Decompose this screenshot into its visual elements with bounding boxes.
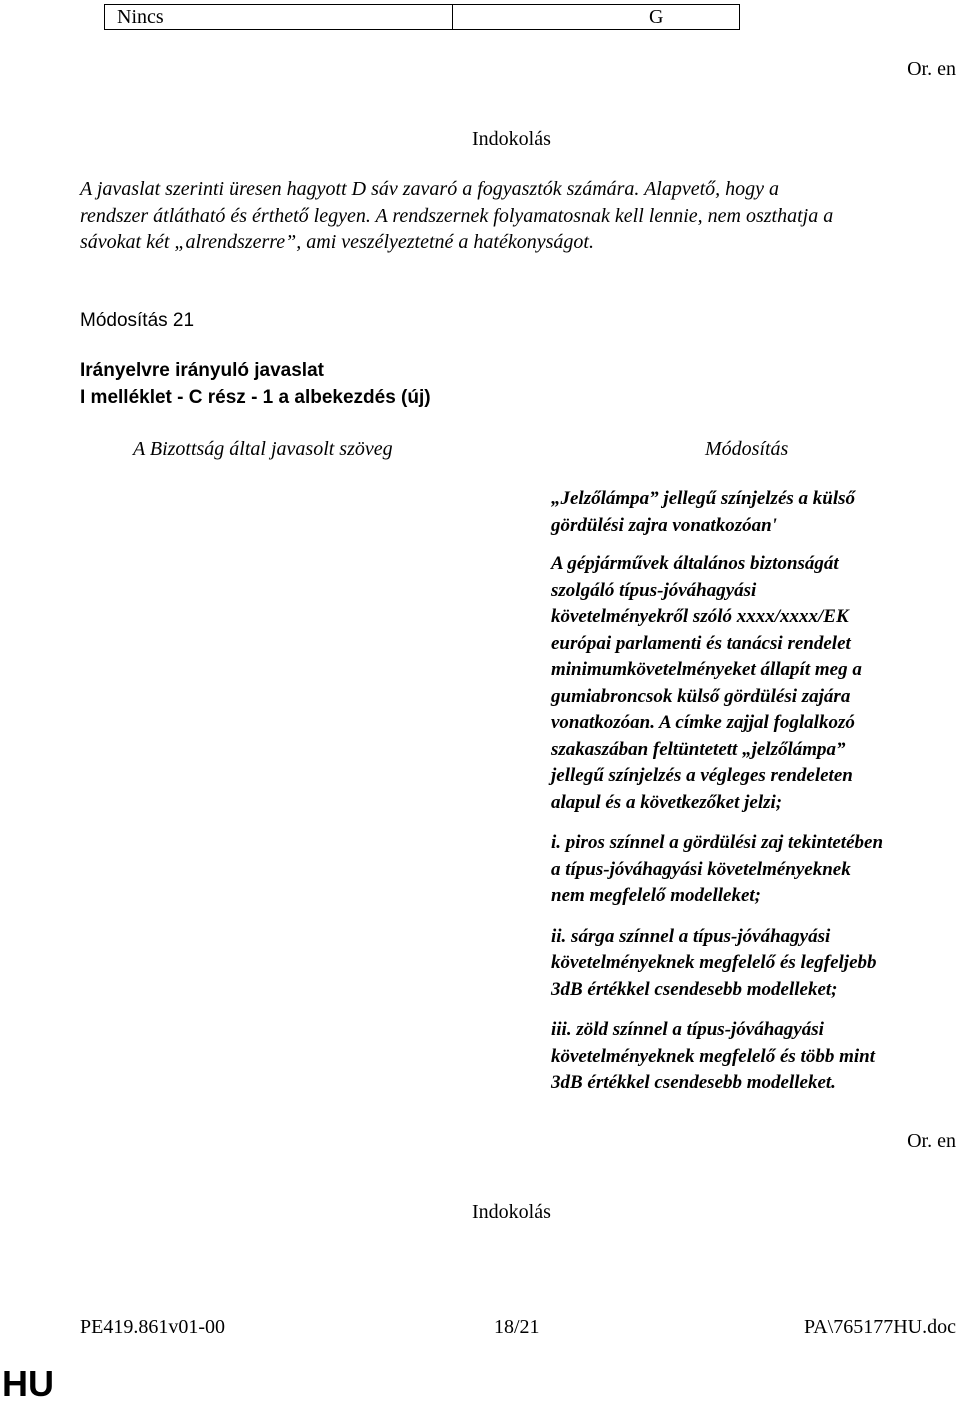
footer-reference: PE419.861v01-00 (80, 1316, 225, 1338)
proposal-title: Irányelvre irányuló javaslat (80, 360, 324, 381)
proposal-reference: I melléklet - C rész - 1 a albekezdés (új) (80, 387, 431, 408)
amendment-paragraph: ii. sárga színnel a típus-jóváhagyási követelményeknek megfelelő és legfeljebb 3dB értékkel csendesebb modelleket; (551, 925, 877, 1000)
justification-line: A javaslat szerinti üresen hagyott D sáv zavaró a fogyasztók számára. Alapvető, hogy a (80, 178, 780, 200)
footer-document-name: PA\765177HU.doc (803, 1316, 956, 1338)
amendment-paragraph: A gépjárművek általános biztonságát szolgáló típus-jóváhagyási követelményekről szóló xxxx/xxxx/EK európai parlamenti és tanácsi rendelet minimumkövetelményeket állapít meg a gumiabroncsok külső gördülési zajára vonatkozóan. A címke zajjal foglalkozó szakaszában feltüntetett „jelzőlámpa” jellegű színjelzés a végleges rendeleten alapul és a következőket jelzi; (551, 553, 862, 813)
amendment-number: Módosítás 21 (80, 310, 195, 331)
top-table (104, 4, 740, 30)
amendment-paragraph: i. piros színnel a gördülési zaj tekintetében a típus-jóváhagyási követelményeknek nem megfelelő modelleket; (551, 832, 884, 906)
amendment-paragraph: iii. zöld színnel a típus-jóváhagyási követelményeknek megfelelő és több mint 3dB értékkel csendesebb modelleket. (551, 1019, 875, 1093)
top-table-cell-2: G (649, 6, 664, 28)
language-code: HU (2, 1363, 54, 1404)
proposal-heading (80, 357, 431, 411)
justification-line: sávokat két „alrendszerre”, ami veszélyeztetné a hatékonyságot. (80, 231, 594, 253)
footer-page-number: 18/21 (494, 1316, 540, 1338)
original-language-label: Or. en (907, 58, 956, 80)
justification-text (80, 176, 960, 256)
amendment-paragraph: „Jelzőlámpa” jellegű színjelzés a külső gördülési zajra vonatkozóan' (551, 488, 856, 536)
justification-title: Indokolás (472, 1201, 551, 1223)
commission-text-header: A Bizottság által javasolt szöveg (133, 438, 393, 460)
justification-line: rendszer átlátható és érthető legyen. A rendszernek folyamatosnak kell lennie, nem oszthatja a (80, 204, 834, 227)
justification-title: Indokolás (472, 128, 551, 150)
amendment-text-column (551, 486, 957, 1097)
top-table-cell-1: Nincs (105, 5, 453, 29)
amendment-column-header: Módosítás (705, 438, 789, 460)
original-language-label: Or. en (907, 1130, 956, 1152)
